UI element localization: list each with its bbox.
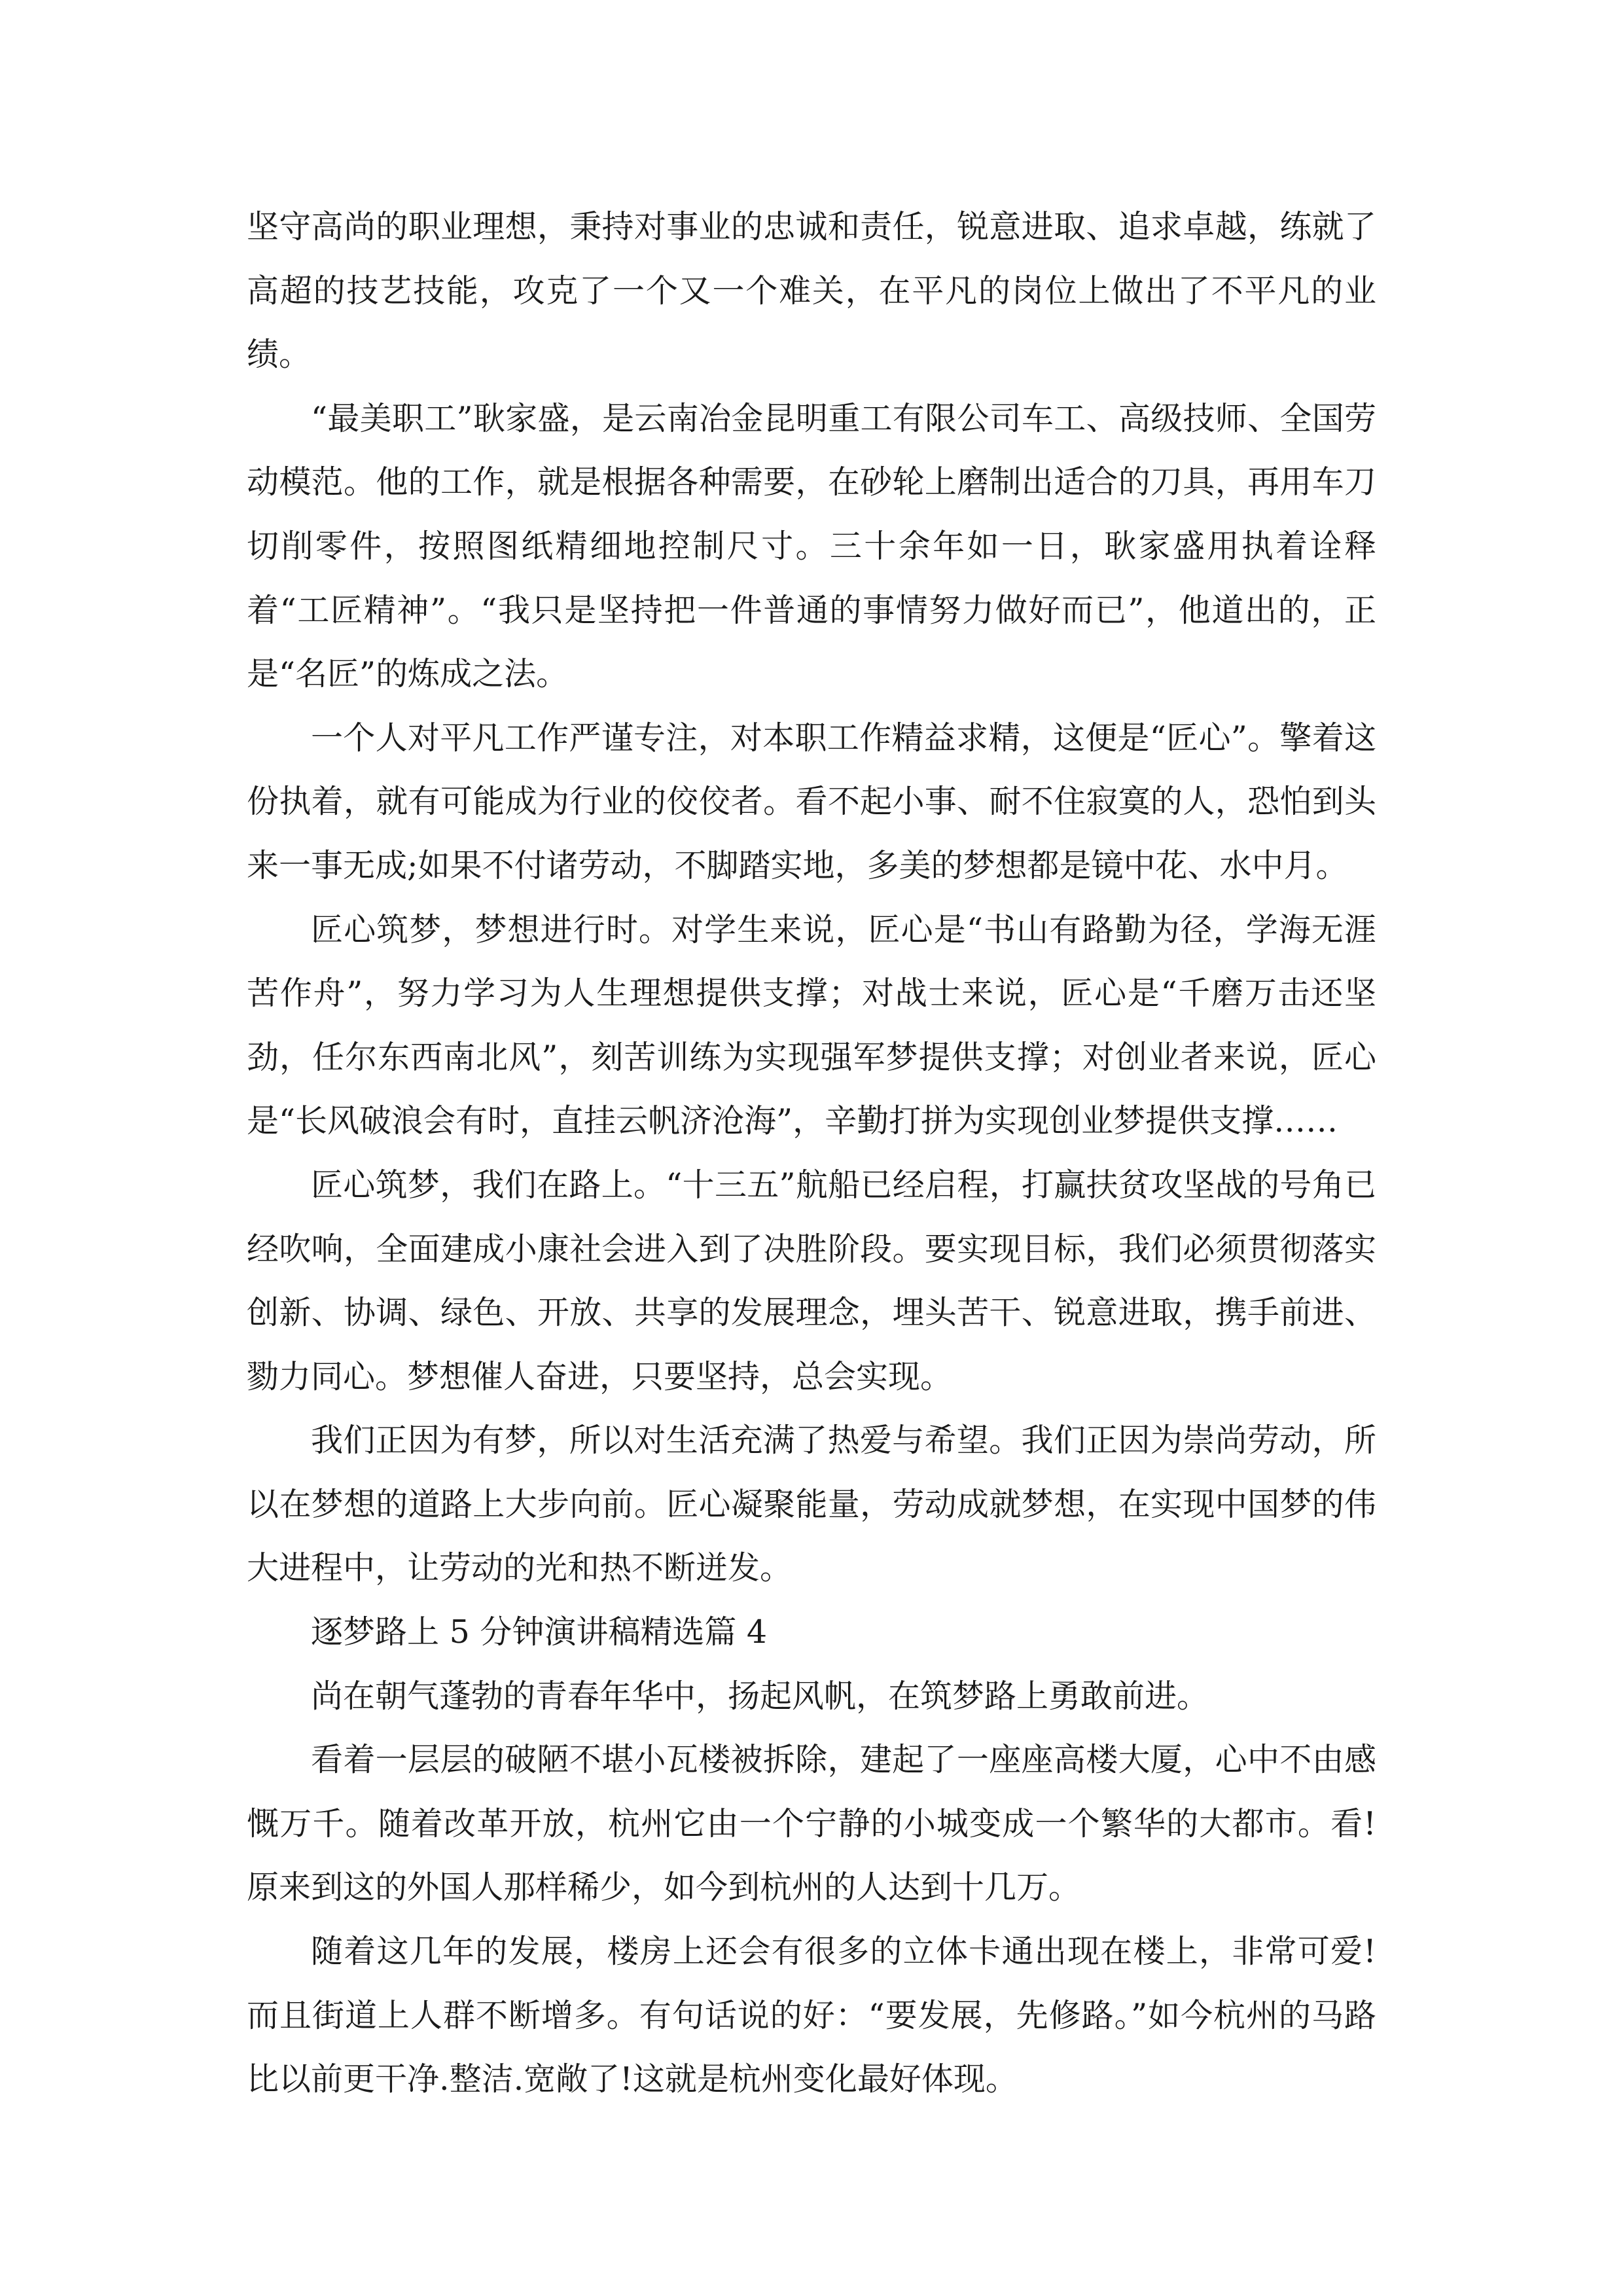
paragraph-on-the-road: 匠心筑梦，我们在路上。“十三五”航船已经启程，打赢扶贫攻坚战的号角已经吹响，全面建成小康社会进入到了决胜阶段。要实现目标，我们必须贯彻落实创新、协调、绿色、开放、共享的发展理念，埋头苦干、锐意进取，携手前进、勠力同心。梦想催人奋进，只要坚持，总会实现。: [247, 1166, 1376, 1395]
paragraph-youth: 尚在朝气蓬勃的青春年华中，扬起风帆，在筑梦路上勇敢前进。: [311, 1677, 1209, 1715]
paragraph-continuation: 坚守高尚的职业理想，秉持对事业的忠诚和责任，锐意进取、追求卓越，练就了高超的技艺技能，攻克了一个又一个难关，在平凡的岗位上做出了不平凡的业绩。: [247, 208, 1376, 374]
section-heading: 逐梦路上 5 分钟演讲稿精选篇 4: [311, 1613, 768, 1651]
paragraph-hangzhou-change: 看着一层层的破陋不堪小瓦楼被拆除，建起了一座座高楼大厦，心中不由感慨万千。随着改革开放，杭州它由一个宁静的小城变成一个繁华的大都市。看!原来到这的外国人那样稀少，如今到杭州的人达到十几万。: [247, 1741, 1376, 1907]
document-body: [247, 195, 1376, 2111]
paragraph-model-worker: “最美职工”耿家盛，是云南冶金昆明重工有限公司车工、高级技师、全国劳动模范。他的工作，就是根据各种需要，在砂轮上磨制出适合的刀具，再用车刀切削零件，按照图纸精细地控制尺寸。三十余年如一日，耿家盛用执着诠释着“工匠精神”。“我只是坚持把一件普通的事情努力做好而已”，他道出的，正是“名匠”的炼成之法。: [247, 399, 1376, 693]
paragraph-love-and-hope: 我们正因为有梦，所以对生活充满了热爱与希望。我们正因为崇尚劳动，所以在梦想的道路上大步向前。匠心凝聚能量，劳动成就梦想，在实现中国梦的伟大进程中，让劳动的光和热不断迸发。: [247, 1422, 1376, 1587]
paragraph-development: 随着这几年的发展，楼房上还会有很多的立体卡通出现在楼上，非常可爱!而且街道上人群不断增多。有句话说的好：“要发展，先修路。”如今杭州的马路比以前更干净.整洁.宽敞了!这就是杭州变化最好体现。: [247, 1933, 1376, 2098]
paragraph-dream-in-progress: 匠心筑梦，梦想进行时。对学生来说，匠心是“书山有路勤为径，学海无涯苦作舟”，努力学习为人生理想提供支撑；对战士来说，匠心是“千磨万击还坚劲，任尔东西南北风”，刻苦训练为实现强军梦提供支撑；对创业者来说，匠心是“长风破浪会有时，直挂云帆济沧海”，辛勤打拼为实现创业梦提供支撑……: [247, 910, 1376, 1140]
paragraph-craftsman-heart: 一个人对平凡工作严谨专注，对本职工作精益求精，这便是“匠心”。擎着这份执着，就有可能成为行业的佼佼者。看不起小事、耐不住寂寞的人，恐怕到头来一事无成;如果不付诸劳动，不脚踏实地，多美的梦想都是镜中花、水中月。: [247, 719, 1376, 884]
